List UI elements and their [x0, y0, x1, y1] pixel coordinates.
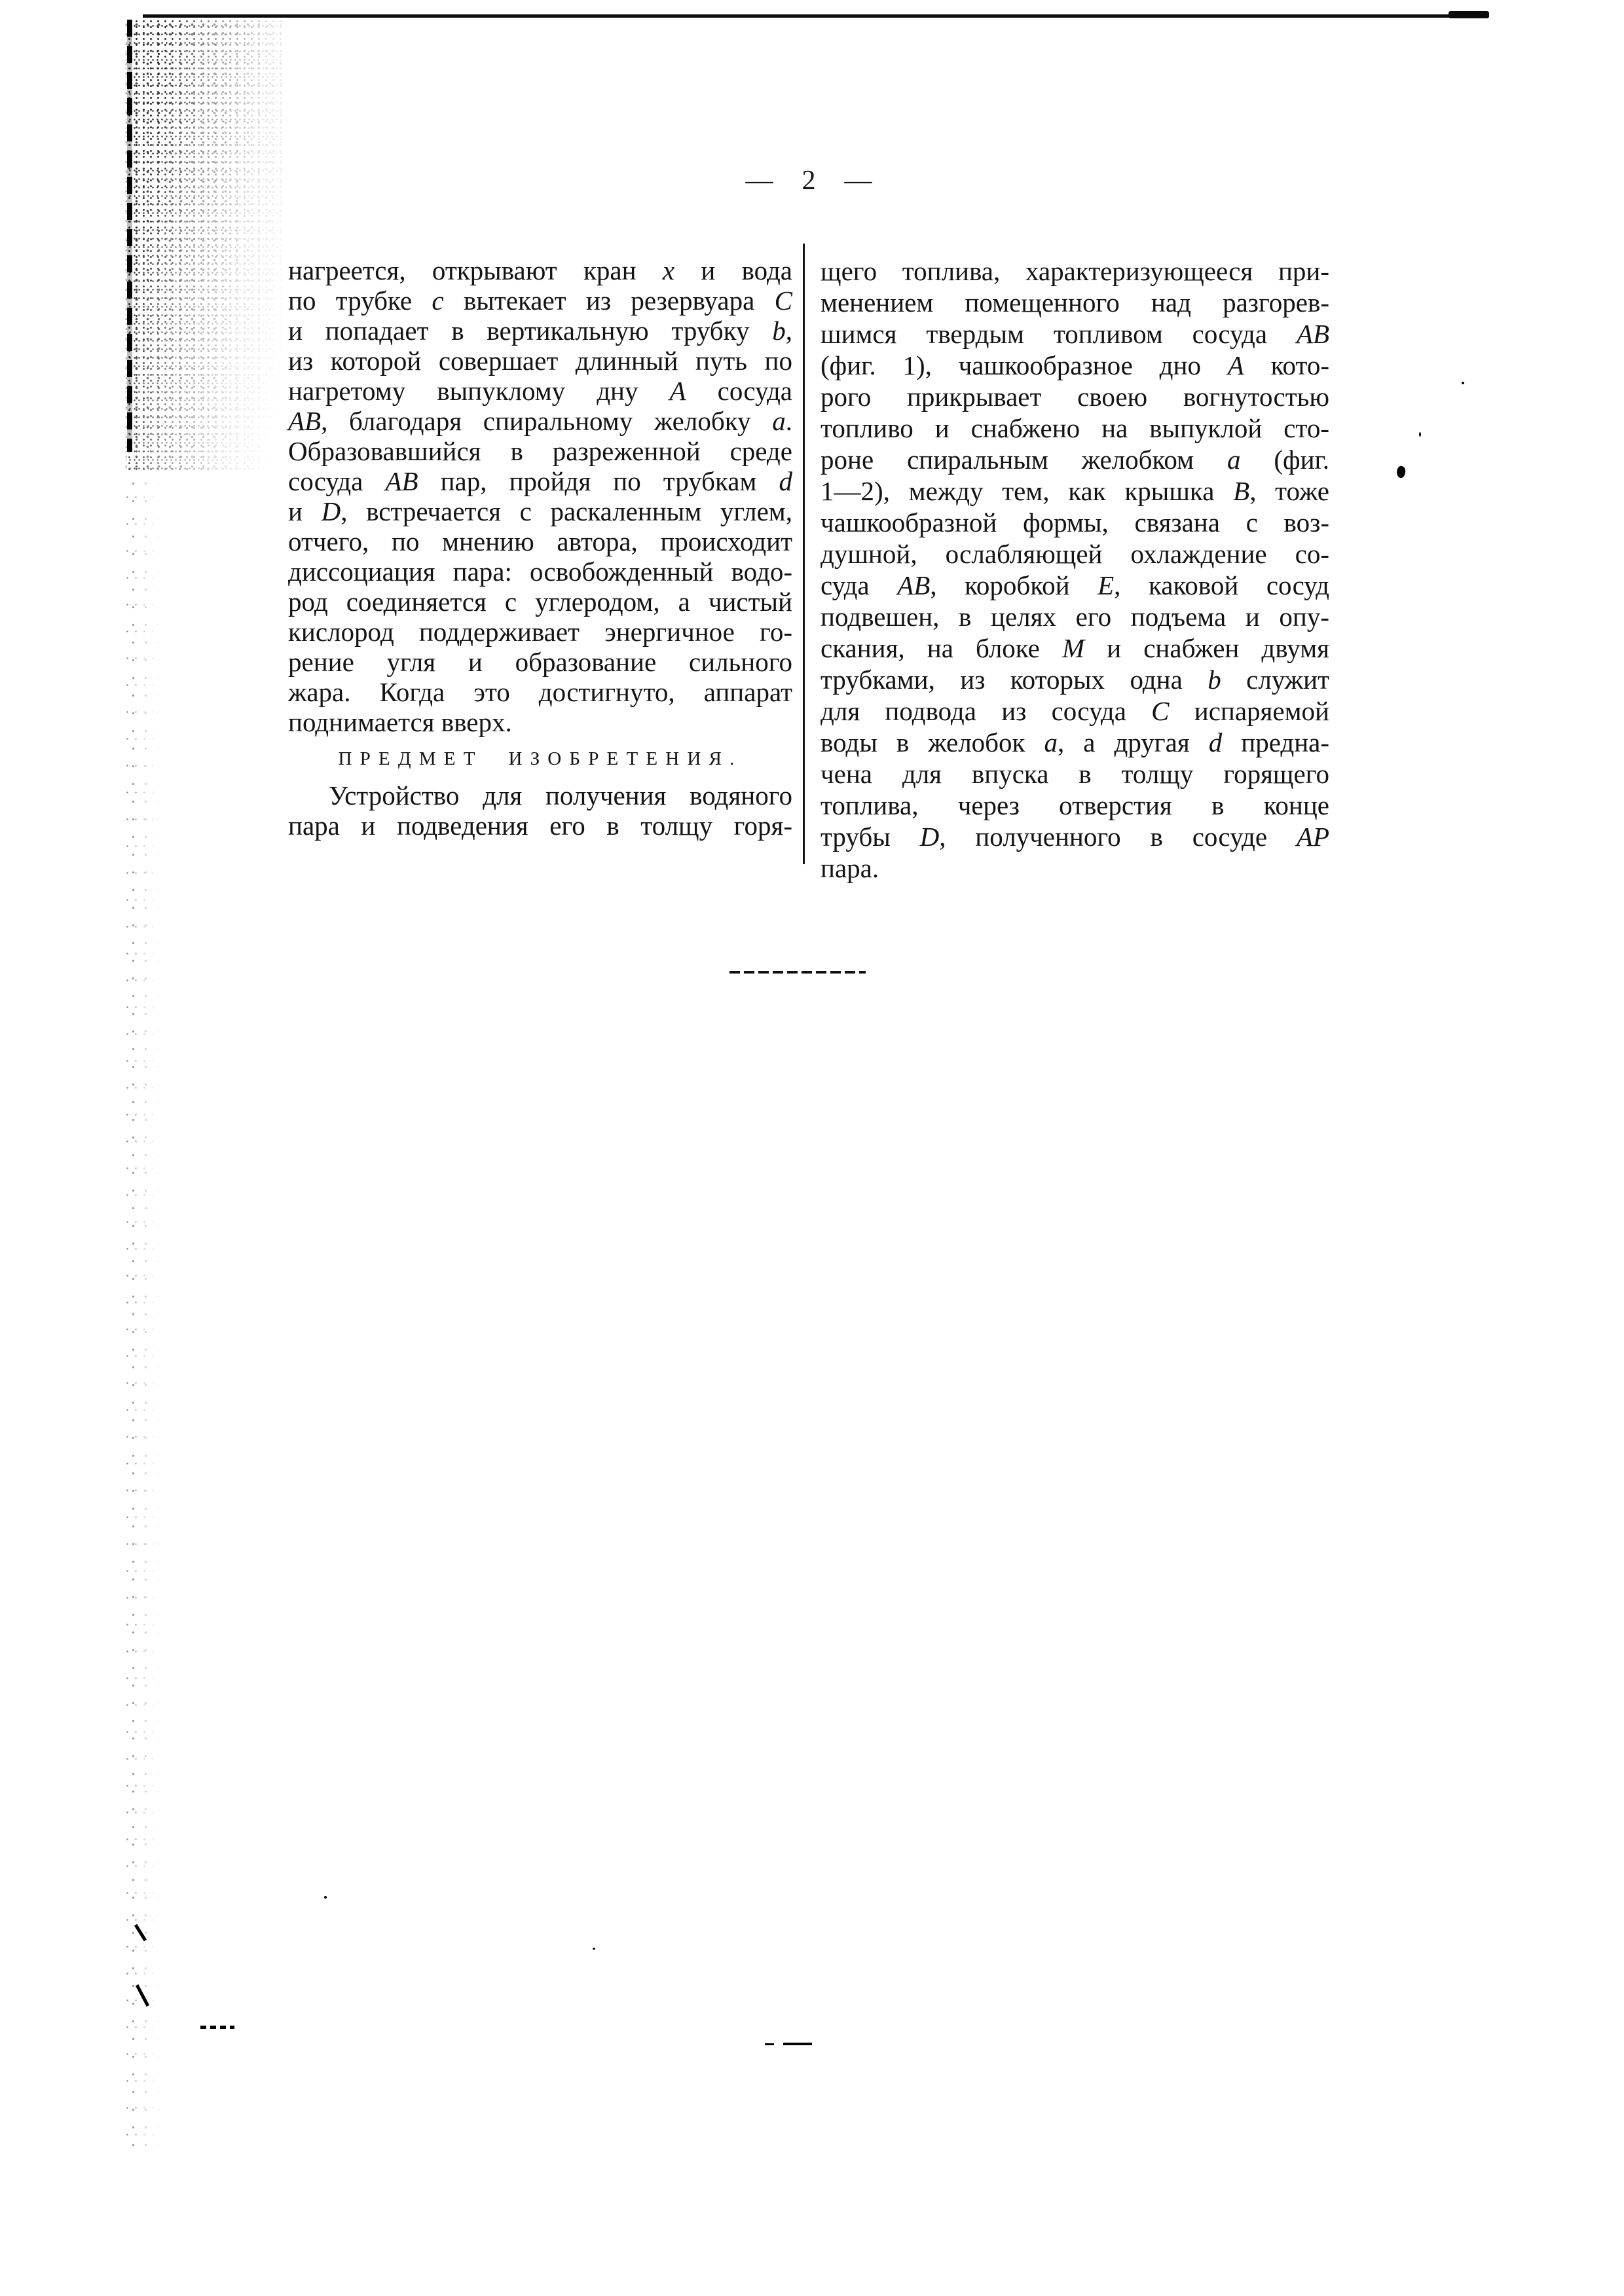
- text-line: нагретому выпуклому дну A сосуда: [288, 376, 792, 406]
- reference-letter: c: [432, 285, 444, 316]
- text-line: Устройство для получения водяного: [329, 780, 792, 811]
- text-line: подвешен, в целях его подъема и опу-: [821, 602, 1329, 632]
- right-column-paragraph: [821, 255, 1329, 884]
- text-line: (фиг. 1), чашкообразное дно A кото-: [821, 350, 1329, 380]
- left-column: [288, 255, 792, 841]
- text-line: нагреется, открывают кран x и вода: [288, 255, 793, 285]
- reference-letter: C: [774, 285, 792, 316]
- text-line: отчего, по мнению автора, происходит: [288, 526, 792, 556]
- text-line: шимся твердым топливом сосуда AB: [821, 319, 1329, 349]
- text-line: жара. Когда это достигнуто, аппарат: [288, 677, 792, 707]
- reference-letter: M: [1061, 633, 1085, 663]
- reference-letter: E: [1098, 570, 1115, 600]
- reference-letter: D: [321, 496, 341, 526]
- reference-letter: a: [772, 406, 786, 436]
- text-line: кислород поддерживает энергичное го-: [288, 617, 792, 647]
- text-line: трубы D, полученного в сосуде AP: [821, 822, 1329, 852]
- scan-speck: [593, 1948, 595, 1950]
- reference-letter: A: [669, 376, 686, 406]
- text-line: рение угля и образование сильного: [288, 647, 792, 677]
- page-header: [288, 165, 1329, 196]
- text-line: и попадает в вертикальную трубку b,: [288, 316, 792, 346]
- left-column-paragraph: [288, 255, 792, 737]
- text-line: душной, ослабляющей охлаждение со-: [821, 539, 1329, 569]
- text-line: щего топлива, характеризующееся при-: [821, 256, 1329, 286]
- right-column: [821, 255, 1329, 884]
- text-line: менением помещенного над разгорев-: [821, 287, 1329, 318]
- reference-letter: A: [1227, 350, 1244, 380]
- text-line: Образовавшийся в разреженной среде: [288, 436, 792, 466]
- reference-letter: AB: [385, 466, 418, 496]
- text-line: роне спиральным желобком a (фиг.: [821, 445, 1329, 475]
- text-line: сосуда AB пар, пройдя по трубкам d: [288, 466, 792, 496]
- text-line: диссоциация пара: освобожденный водо-: [288, 556, 792, 587]
- scan-dash-marks: [200, 2026, 234, 2029]
- text-line: скания, на блоке M и снабжен двумя: [821, 633, 1329, 663]
- column-divider-rule: [803, 244, 805, 864]
- reference-letter: b: [772, 316, 786, 346]
- text-line: чена для впуска в толщу горящего: [821, 759, 1329, 789]
- text-line: 1—2), между тем, как крышка B, тоже: [821, 476, 1330, 506]
- text-line: топливо и снабжено на выпуклой сто-: [821, 413, 1329, 443]
- text-line: суда AB, коробкой E, каковой сосуд: [821, 570, 1330, 600]
- page-number-left-dash: —: [745, 166, 773, 196]
- text-line: пара.: [821, 853, 879, 883]
- reference-letter: AB: [288, 406, 322, 436]
- bottom-page-mark-small: [765, 2043, 774, 2045]
- scan-speck: [1462, 382, 1464, 384]
- end-of-text-separator: [729, 971, 866, 974]
- reference-letter: x: [662, 255, 675, 285]
- scan-artifact-top-edge-line: [143, 14, 1486, 18]
- text-line: для подвода из сосуда C испаряемой: [821, 696, 1329, 726]
- text-line: чашкообразной формы, связана с воз-: [821, 507, 1329, 538]
- text-line: из которой совершает длинный путь по: [288, 346, 792, 376]
- scan-noise-top-left: [126, 18, 282, 471]
- text-line: топлива, через отверстия в конце: [821, 790, 1329, 820]
- reference-letter: a: [1227, 445, 1241, 475]
- reference-letter: AB: [897, 570, 931, 600]
- reference-letter: B: [1233, 476, 1250, 506]
- claim-paragraph: [288, 780, 792, 841]
- scan-noise-left-edge: [127, 20, 132, 452]
- claim-heading: ПРЕДМЕТ ИЗОБРЕТЕНИЯ.: [338, 748, 743, 769]
- reference-letter: a: [1044, 727, 1058, 757]
- text-line: рого прикрывает своею вогнутостью: [821, 382, 1329, 412]
- ink-blot: [1395, 465, 1407, 479]
- reference-letter: D: [919, 822, 940, 852]
- scan-speck: [324, 1896, 327, 1899]
- scan-noise-left-strip: [126, 473, 161, 2149]
- reference-letter: d: [779, 466, 792, 496]
- bottom-page-mark: [783, 2043, 812, 2045]
- reference-letter: AP: [1296, 822, 1329, 852]
- reference-letter: b: [1208, 665, 1221, 695]
- text-line: по трубке c вытекает из резервуара C: [288, 285, 792, 316]
- text-line: род соединяется с углеродом, а чистый: [288, 587, 792, 617]
- scan-artifact-top-edge-blob: [1449, 11, 1489, 18]
- reference-letter: AB: [1296, 319, 1329, 349]
- text-line: трубками, из которых одна b служит: [821, 665, 1329, 695]
- reference-letter: d: [1208, 727, 1223, 757]
- text-line: AB, благодаря спиральному желобку a.: [288, 406, 792, 436]
- text-line: пара и подведения его в толщу горя-: [288, 811, 792, 841]
- text-line: поднимается вверх.: [288, 707, 512, 737]
- reference-letter: C: [1151, 696, 1170, 726]
- text-line: и D, встречается с раскаленным углем,: [288, 496, 792, 526]
- page-number-right-dash: —: [844, 166, 872, 196]
- scan-speck: [1419, 432, 1421, 437]
- page-number: 2: [802, 166, 816, 196]
- text-line: воды в желобок a, а другая d предна-: [821, 727, 1329, 757]
